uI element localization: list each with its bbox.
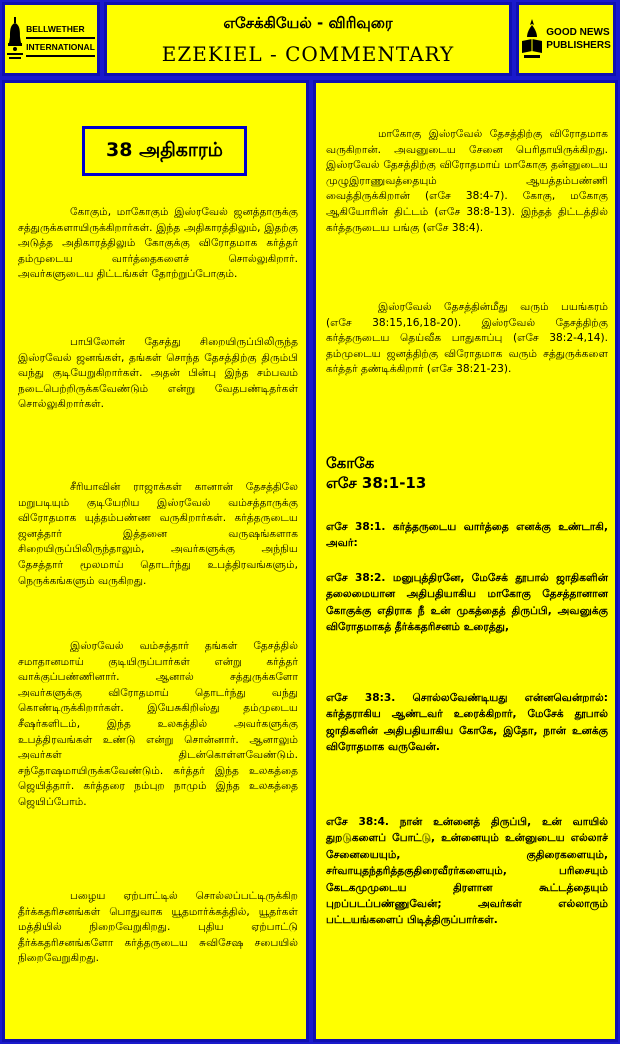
verse-1: எசே 38:1. கர்த்தருடைய வார்த்தை எனக்கு உண்டாகி, அவர்: <box>326 521 608 550</box>
paragraph-text: இஸ்ரவேல் வம்சத்தார் தங்கள் தேசத்தில் சமாதானமாய் குடியிருப்பார்கள் என்று கர்த்தர் வாக்குப்பண்ணினார். ஆனால் சத்துருக்களோ அவர்களுக்கு விரோதமாய் தொடர்ந்து வந்து கொண்டிருக்கிறார்கள். இயேசுகிறிஸ்து தம்முடைய சீஷர்களிடம், இந்த உலகத்தில் அவர்களுக்கு உபத்திரவங்கள் உண்டு என்று சொன்னார். ஆனாலும் அவர்கள் திடன்கொள்ளவேண்டும். சந்தோஷமாயிருக்கவேண்டும். கர்த்தர் இந்த உலகத்தை ஜெயித்தார். கர்த்தரை நம்புற நாமும் இந்த உலகத்தை ஜெயிப்போம். <box>18 640 298 808</box>
left-paragraph-2 <box>18 335 298 413</box>
bell-icon <box>7 17 23 61</box>
right-paragraph-1 <box>326 127 608 236</box>
title-banner <box>104 2 512 76</box>
logo-left-line1: BELLWETHER <box>26 21 95 39</box>
section-reference: எசே 38:1-13 <box>326 474 427 492</box>
left-paragraph-5 <box>18 889 298 967</box>
verse-2: எசே 38:2. மனுபுத்திரனே, மேசேக் தூபால் ஜாதிகளின் தலைமையான அதிபதியாகிய மாகோகு தேசத்தானான கோகுக்கு எதிராக நீ உன் முகத்தைத் திருப்பி, அவனுக்கு விரோதமாகத் தீர்க்கதரிசனம் உரைத்து, <box>326 572 608 634</box>
verse-3: எசே 38:3. சொல்லவேண்டியது என்னவென்றால்: கர்த்தராகிய ஆண்டவர் உரைக்கிறார், மேசேக் தூபால் ஜாதிகளின் அதிபதியாகிய கோகே, இதோ, நான் உனக்கு விரோதமாக வருவேன். <box>326 692 608 754</box>
paragraph-text: பாபிலோன் தேசத்து சிறையிருப்பிலிருந்த இஸ்ரவேல் ஜனங்கள், தங்கள் சொந்த தேசத்திற்கு திரும்பி வந்து குடியேறுகிறார்கள். அதன் பின்பு இந்த சம்பவம் நடைபெற்றிருக்கவேண்டும் என்று வேதபண்டிதர்கள் சொல்லுகிறார்கள். <box>18 336 298 411</box>
logo-left-line2: INTERNATIONAL <box>26 42 95 52</box>
right-column <box>313 80 618 1042</box>
left-paragraph-3 <box>18 480 298 589</box>
paragraph-text: கோகும், மாகோகும் இஸ்ரவேல் ஜனத்தாருக்கு சத்துருக்களாயிருக்கிறார்கள். இந்த அதிகாரத்திலும், இதற்கு அடுத்த அதிகாரத்திலும் கோகுக்கு விரோதமாக கர்த்தர் தம்முடைய வார்த்தைகளைச் சொல்லுகிறார். அவர்களுடைய திட்டங்கள் தோற்றுப்போகும். <box>18 206 298 281</box>
logo-right-line2: PUBLISHERS <box>546 40 611 51</box>
left-column <box>2 80 309 1042</box>
title-english: EZEKIEL - COMMENTARY <box>161 42 455 66</box>
bellwether-logo <box>2 2 100 76</box>
left-paragraph-4 <box>18 639 298 811</box>
paragraph-text: பழைய ஏற்பாட்டில் சொல்லப்பட்டிருக்கிற தீர்க்கதரிசனங்கள் பொதுவாக யூதமார்க்கத்தில், யூதர்கள் மத்தியில் நிறைவேறுகிறது. புதிய ஏற்பாட்டு தீர்க்கதரிசனங்களோ கர்த்தருடைய சுவிசேஷ சபையில் நிறைவேறுகிறது. <box>18 890 298 965</box>
paragraph-text: மாகோகு இஸ்ரவேல் தேசத்திற்கு விரோதமாக வருகிறான். அவனுடைய சேனை பெரிதாயிருக்கிறது. இஸ்ரவேல் தேசத்திற்கு விரோதமாய் மாகோகு தன்னுடைய முழுஇராணுவத்தையும் ஆயத்தம்பண்ணி வைத்திருக்கிறான் (எசே 38:4-7). கோகு, மகோகு ஆகியோரின் திட்டம் (எசே 38:8-13). இந்தத் திட்டத்தில் கர்த்தருடைய பங்கு (எசே 38:4). <box>326 128 608 234</box>
left-paragraph-1 <box>18 205 298 283</box>
verse-4: எசே 38:4. நான் உன்னைத் திருப்பி, உன் வாயில் துறடுகளைப் போட்டு, உன்னையும் உன்னுடைய எல்லாச் சேனையையும், குதிரைகளையும், சர்வாயுதந்தரித்தகுதிரைவீரர்களையும், பரிசையும் கேடகமுமுடைய திரளான கூட்டத்தையும் புறப்படப்பண்ணுவேன்; அவர்கள் எல்லாரும் பட்டயங்களைப் பிடித்திருப்பார்கள். <box>326 816 608 927</box>
right-paragraph-2 <box>326 300 608 378</box>
logo-right-line1: GOOD NEWS <box>546 27 610 38</box>
good-news-logo <box>516 2 616 76</box>
book-icon <box>521 17 543 61</box>
chapter-label: 38 அதிகாரம் <box>82 126 247 176</box>
section-title: கோகே <box>326 454 375 472</box>
paragraph-text: இஸ்ரவேல் தேசத்தின்மீது வரும் பயங்கரம் (எசே 38:15,16,18-20). இஸ்ரவேல் தேசத்திற்கு கர்த்தருடைய தெய்வீக பாதுகாப்பு (எசே 38:2-4,14). தம்முடைய ஜனத்திற்கு விரோதமாக வரும் சத்துருக்களை கர்த்தர் தண்டிக்கிறார் (எசே 38:21-23). <box>326 301 608 376</box>
paragraph-text: சீரியாவின் ராஜாக்கள் கானான் தேசத்திலே மறுபடியும் குடியேறிய இஸ்ரவேல் வம்சத்தாருக்கு விரோதமாக யுத்தம்பண்ண வருகிறார்கள். கர்த்தருடைய ஜனத்தார் இத்தனை வருஷங்களாக சிறையிருப்பிலிருந்தாலும், அவர்களுக்கு அந்நிய தேசத்தார் மூலமாய் தொடர்ந்து உபத்திரவங்களும், நெருக்கங்களும் வருகிறது. <box>18 481 298 587</box>
title-tamil: எசேக்கியேல் - விரிவுரை <box>223 14 393 32</box>
